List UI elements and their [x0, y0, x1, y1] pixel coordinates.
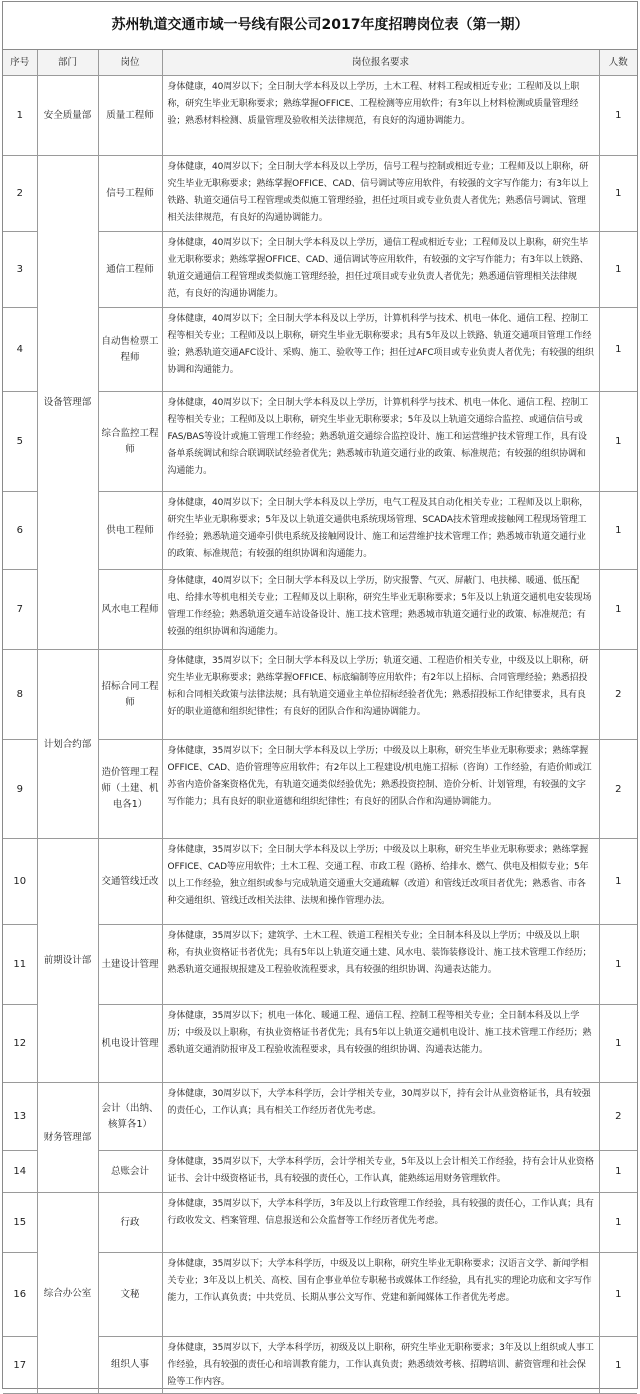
requirements-cell: 身体健康，35周岁以下，大学本科学历，会计学相关专业，5年及以上会计相关工作经验，持有会计从业资格证书、会计中级资格证书，具有较强的责任心，工作认真，能熟练运用财务管理软件。 [162, 1151, 599, 1193]
count-cell: 2 [599, 650, 637, 740]
requirements-cell: 身体健康，35周岁以下；全日制大学本科及以上学历；轨道交通、工程造价相关专业，中级及以上职称，研究生毕业无职称要求；熟练掌握OFFICE、标底编制等应用软件；有2年以上招标、合同管理经验；熟悉招投标和合同相关政策与法律法规；具有轨道交通业主单位招标经验者优先；熟悉招投标工作纪律要求，具有良好的职业道德和组织纪律性；有良好的团队合作和沟通协调能力。 [162, 650, 599, 740]
requirements-cell: 身体健康，40周岁以下；全日制大学本科及以上学历，通信工程或相近专业；工程师及以上职称，研究生毕业无职称要求；熟练掌握OFFICE、CAD、通信调试等应用软件，有较强的文字写作能力；有3年以上铁路、轨道交通通信工程管理或类似施工管理经验，担任过项目或专业负责人者优先；熟悉通信管理相关法律规范，有良好的沟通协调能力。 [162, 232, 599, 308]
count-cell: 1 [599, 1253, 637, 1337]
count-cell: 1 [599, 392, 637, 492]
position-cell: 总账会计 [98, 1151, 162, 1193]
position-cell: 供电工程师 [98, 492, 162, 570]
page-title: 苏州轨道交通市域一号线有限公司2017年度招聘岗位表（第一期） [3, 2, 637, 50]
recruitment-table-page [2, 1, 638, 1389]
position-cell: 行政 [98, 1193, 162, 1253]
position-cell: 会计（出纳、核算各1） [98, 1083, 162, 1151]
row-no: 2 [3, 156, 37, 232]
count-cell: 1 [599, 1193, 637, 1253]
recruitment-table [3, 50, 637, 1394]
row-no: 1 [3, 76, 37, 156]
row-no: 6 [3, 492, 37, 570]
requirements-cell: 身体健康，35周岁以下；大学本科学历，中级及以上职称，研究生毕业无职称要求；汉语言文学、新闻学相关专业；3年及以上机关、高校、国有企事业单位专职秘书或媒体工作经验，具有扎实的理论功底和文字写作能力，工作认真负责；中共党员、长期从事公文写作、党建和新闻媒体工作者优先考虑。 [162, 1253, 599, 1337]
requirements-cell: 身体健康，40周岁以下；全日制大学本科及以上学历，电气工程及其自动化相关专业；工程师及以上职称，研究生毕业无职称要求；5年及以上轨道交通供电系统现场管理、SCADA技术管理或接触网工程现场管理工作经验；熟悉轨道交通牵引供电系统及接触网设计、施工和运营维护技术管理工作；熟悉城市轨道交通行业的政策、标准规范；有较强的组织协调和沟通能力。 [162, 492, 599, 570]
requirements-cell: 身体健康，35周岁以下；机电一体化、暖通工程、通信工程、控制工程等相关专业；全日制本科及以上学历；中级及以上职称，有执业资格证书者优先；具有5年以上轨道交通机电设计、施工技术管理工作经历；熟悉轨道交通消防报审及工程验收流程要求，具有较强的组织协调、沟通表达能力。 [162, 1005, 599, 1083]
position-cell: 通信工程师 [98, 232, 162, 308]
requirements-cell: 身体健康，40周岁以下；全日制大学本科及以上学历，土木工程、材料工程或相近专业；工程师及以上职称，研究生毕业无职称要求；熟练掌握OFFICE、工程检测等应用软件；有3年以上材料检测或质量管理经验；熟悉材料检测、质量管理及验收相关法律规范，有良好的沟通协调能力。 [162, 76, 599, 156]
count-cell: 2 [599, 740, 637, 839]
table-row [3, 925, 637, 1005]
row-no: 8 [3, 650, 37, 740]
requirements-cell: 身体健康，40周岁以下；全日制大学本科及以上学历，防灾报警、气灭、屏蔽门、电扶梯、暖通、低压配电、给排水等机电相关专业；工程师及以上职称，研究生毕业无职称要求；5年及以上轨道交通机电安装现场管理工作经验；熟悉轨道交通车站设备设计、施工技术管理；熟悉城市轨道交通行业的政策、标准规范；有较强的组织协调和沟通能力。 [162, 570, 599, 650]
requirements-cell: 身体健康，35周岁以下，大学本科学历，初级及以上职称，研究生毕业无职称要求；3年及以上组织或人事工作经验，具有较强的责任心和培训教育能力，工作认真负责；熟悉绩效考核、招聘培训、薪资管理和社会保险等工作内容。 [162, 1337, 599, 1394]
header-no: 序号 [3, 50, 37, 76]
table-row [3, 839, 637, 925]
table-row [3, 1151, 637, 1193]
position-cell: 信号工程师 [98, 156, 162, 232]
row-no: 11 [3, 925, 37, 1005]
position-cell: 交通管线迁改 [98, 839, 162, 925]
table-row [3, 1005, 637, 1083]
row-no: 16 [3, 1253, 37, 1337]
header-count: 人数 [599, 50, 637, 76]
dept-cell-office: 综合办公室 [37, 1193, 98, 1394]
position-cell: 组织人事 [98, 1337, 162, 1394]
count-cell: 1 [599, 570, 637, 650]
table-row [3, 1337, 637, 1394]
header-requirements: 岗位报名要求 [162, 50, 599, 76]
position-cell: 机电设计管理 [98, 1005, 162, 1083]
count-cell: 1 [599, 1151, 637, 1193]
row-no: 14 [3, 1151, 37, 1193]
position-cell: 综合监控工程师 [98, 392, 162, 492]
count-cell: 1 [599, 1337, 637, 1394]
count-cell: 1 [599, 156, 637, 232]
table-row [3, 570, 637, 650]
table-row [3, 740, 637, 839]
table-row [3, 1193, 637, 1253]
row-no: 10 [3, 839, 37, 925]
position-cell: 自动售检票工程师 [98, 308, 162, 392]
table-row [3, 1083, 637, 1151]
dept-cell-equipment: 设备管理部 [37, 156, 98, 650]
table-row [3, 156, 637, 232]
count-cell: 1 [599, 492, 637, 570]
table-row [3, 392, 637, 492]
row-no: 4 [3, 308, 37, 392]
header-dept: 部门 [37, 50, 98, 76]
dept-cell-finance: 财务管理部 [37, 1083, 98, 1193]
count-cell: 1 [599, 308, 637, 392]
position-cell: 土建设计管理 [98, 925, 162, 1005]
row-no: 12 [3, 1005, 37, 1083]
row-no: 3 [3, 232, 37, 308]
requirements-cell: 身体健康，35周岁以下；全日制大学本科及以上学历；中级及以上职称，研究生毕业无职称要求；熟练掌握OFFICE、CAD、造价管理等应用软件；有2年以上工程建设/机电施工招标（咨询）工作经验，有造价师或江苏省内造价备案资格优先，有轨道交通类似经验优先；熟悉投资控制、造价分析、计划管理，有较强的文字写作能力；具有良好的职业道德和组织纪律性；有良好的团队合作和沟通协调能力。 [162, 740, 599, 839]
requirements-cell: 身体健康，40周岁以下；全日制大学本科及以上学历，计算机科学与技术、机电一体化、通信工程、控制工程等相关专业；工程师及以上职称，研究生毕业无职称要求；5年及以上轨道交通综合监控、或通信信号或FAS/BAS等设计或施工管理工作经验；熟悉轨道交通综合监控设计、施工和运营维护技术管理工作，具有设备单系统调试和综合联调联试经验者优先；熟悉城市轨道交通行业的政策、标准规范；有较强的组织协调和沟通能力。 [162, 392, 599, 492]
dept-cell-safety: 安全质量部 [37, 76, 98, 156]
table-row [3, 1253, 637, 1337]
row-no: 7 [3, 570, 37, 650]
requirements-cell: 身体健康，35周岁以下；全日制大学本科及以上学历；中级及以上职称，研究生毕业无职称要求；熟练掌握OFFICE、CAD等应用软件；土木工程、交通工程、市政工程（路桥、给排水、燃气、供电及相似专业；5年以上工作经验，独立组织或参与完成轨道交通重大交通疏解（改道）和管线迁改项目者优先；熟悉省、市各种交通组织、管线迁改相关法律、法规和操作管理办法。 [162, 839, 599, 925]
table-row [3, 308, 637, 392]
table-row [3, 76, 637, 156]
requirements-cell: 身体健康，40周岁以下；全日制大学本科及以上学历，计算机科学与技术、机电一体化、通信工程、控制工程等相关专业；工程师及以上职称，研究生毕业无职称要求；具有5年及以上铁路、轨道交通项目管理工作经验；熟悉轨道交通AFC设计、采购、施工、验收等工作；担任过AFC项目或专业负责人者优先；有较强的组织协调和沟通能力。 [162, 308, 599, 392]
table-row [3, 492, 637, 570]
row-no: 5 [3, 392, 37, 492]
count-cell: 1 [599, 232, 637, 308]
row-no: 13 [3, 1083, 37, 1151]
table-row [3, 232, 637, 308]
position-cell: 造价管理工程师（土建、机电各1） [98, 740, 162, 839]
count-cell: 1 [599, 839, 637, 925]
header-position: 岗位 [98, 50, 162, 76]
table-row [3, 650, 637, 740]
row-no: 17 [3, 1337, 37, 1394]
position-cell: 质量工程师 [98, 76, 162, 156]
requirements-cell: 身体健康，30周岁以下，大学本科学历，会计学相关专业，30周岁以下，持有会计从业资格证书，具有较强的责任心，工作认真；具有相关工作经历者优先考虑。 [162, 1083, 599, 1151]
requirements-cell: 身体健康，35周岁以下；建筑学、土木工程、铁道工程相关专业；全日制本科及以上学历；中级及以上职称，有执业资格证书者优先；具有5年以上轨道交通土建、风水电、装饰装修设计、施工技术管理工作经历；熟悉轨道交通报规报建及工程验收流程要求，具有较强的组织协调、沟通表达能力。 [162, 925, 599, 1005]
position-cell: 文秘 [98, 1253, 162, 1337]
count-cell: 2 [599, 1083, 637, 1151]
dept-cell-design: 前期设计部 [37, 839, 98, 1083]
row-no: 9 [3, 740, 37, 839]
dept-cell-contract: 计划合约部 [37, 650, 98, 839]
row-no: 15 [3, 1193, 37, 1253]
requirements-cell: 身体健康，35周岁以下，大学本科学历，3年及以上行政管理工作经验，具有较强的责任心，工作认真；具有行政收发文、档案管理、信息报送和公众监督等工作经历者优先考虑。 [162, 1193, 599, 1253]
count-cell: 1 [599, 76, 637, 156]
position-cell: 风水电工程师 [98, 570, 162, 650]
position-cell: 招标合同工程师 [98, 650, 162, 740]
count-cell: 1 [599, 1005, 637, 1083]
table-header-row [3, 50, 637, 76]
requirements-cell: 身体健康，40周岁以下；全日制大学本科及以上学历，信号工程与控制或相近专业；工程师及以上职称，研究生毕业无职称要求；熟练掌握OFFICE、CAD、信号调试等应用软件，有较强的文字写作能力；有3年以上铁路、轨道交通信号工程管理或类似施工管理经验，担任过项目或专业负责人者优先；熟悉信号调试、管理相关法律规范，有良好的沟通协调能力。 [162, 156, 599, 232]
count-cell: 1 [599, 925, 637, 1005]
